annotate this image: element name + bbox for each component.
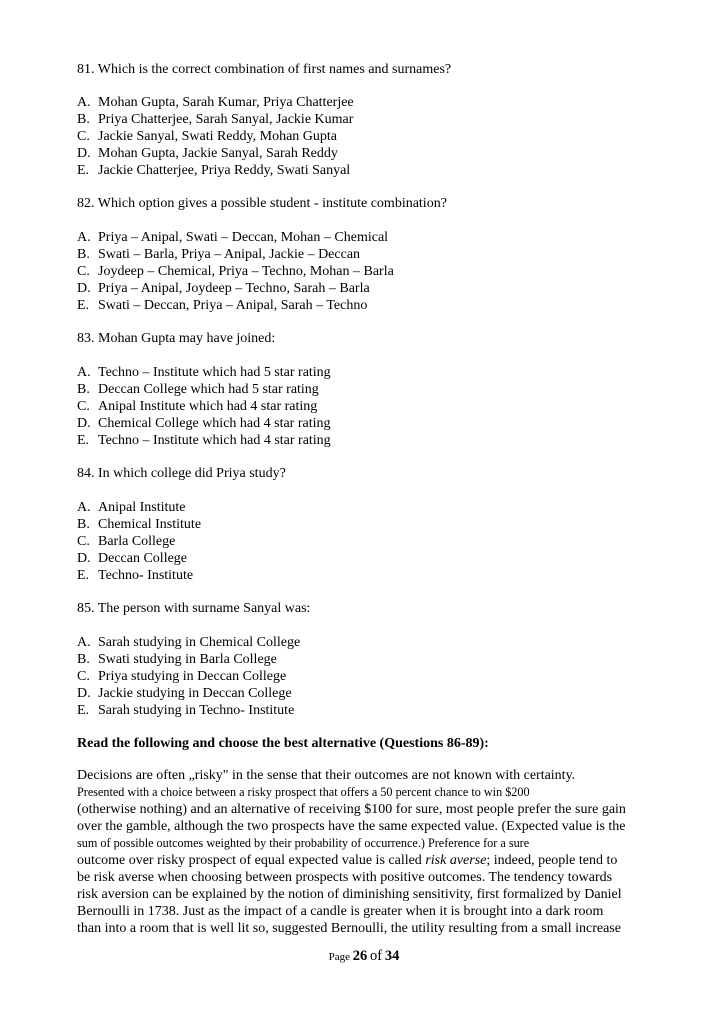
question-84-option-b: B. Chemical Institute: [77, 517, 202, 532]
question-85-option-c: C. Priya studying in Deccan College: [77, 669, 287, 684]
question-82-option-d: D. Priya – Anipal, Joydeep – Techno, Sarah – Barla: [77, 281, 370, 296]
question-85-option-d: D. Jackie studying in Deccan College: [77, 686, 292, 701]
question-83-option-a: A. Techno – Institute which had 5 star rating: [77, 365, 331, 380]
question-81-option-a: A. Mohan Gupta, Sarah Kumar, Priya Chatterjee: [77, 95, 354, 110]
passage-line-8: risk aversion can be explained by the notion of diminishing sensitivity, first formalized by Daniel: [77, 887, 622, 902]
page-of-label: of: [370, 948, 383, 964]
passage-line-1: Decisions are often „risky" in the sense that their outcomes are not known with certainty.: [77, 768, 576, 783]
passage-line-3: (otherwise nothing) and an alternative of receiving $100 for sure, most people prefer the sure gain: [77, 802, 626, 817]
page-total: 34: [384, 948, 400, 964]
page-number: 26: [352, 948, 368, 964]
question-83-option-e: E. Techno – Institute which had 4 star rating: [77, 433, 331, 448]
question-82-option-c: C. Joydeep – Chemical, Priya – Techno, Mohan – Barla: [77, 264, 394, 279]
risk-averse-term: risk averse: [425, 853, 487, 868]
question-83-option-c: C. Anipal Institute which had 4 star rating: [77, 399, 318, 414]
question-81-option-b: B. Priya Chatterjee, Sarah Sanyal, Jackie Kumar: [77, 112, 354, 127]
passage-heading: Read the following and choose the best alternative (Questions 86-89):: [77, 736, 489, 751]
question-82-prompt: 82. Which option gives a possible student - institute combination?: [77, 196, 447, 211]
page-label: Page: [328, 951, 351, 963]
question-84-prompt: 84. In which college did Priya study?: [77, 466, 286, 481]
question-84-option-d: D. Deccan College: [77, 551, 188, 566]
passage-line-4: over the gamble, although the two prospects have the same expected value. (Expected value is the: [77, 819, 626, 834]
passage-line-6: [77, 852, 657, 869]
question-85-prompt: 85. The person with surname Sanyal was:: [77, 601, 311, 616]
passage-line-7: be risk averse when choosing between prospects with positive outcomes. The tendency towards: [77, 870, 613, 885]
passage-line-10: than into a room that is well lit so, suggested Bernoulli, the utility resulting from a small increase: [77, 921, 621, 936]
question-85-option-a: A. Sarah studying in Chemical College: [77, 635, 301, 650]
passage-line-5: sum of possible outcomes weighted by their probability of occurrence.) Preference for a sure: [77, 836, 530, 850]
question-84-option-e: E. Techno- Institute: [77, 568, 194, 583]
question-82-option-a: A. Priya – Anipal, Swati – Deccan, Mohan – Chemical: [77, 230, 389, 245]
question-81-prompt: 81. Which is the correct combination of first names and surnames?: [77, 62, 452, 77]
passage-line-6-start: outcome over risky prospect of equal expected value is called: [77, 853, 426, 868]
question-84-option-c: C. Barla College: [77, 534, 176, 549]
question-82-option-e: E. Swati – Deccan, Priya – Anipal, Sarah – Techno: [77, 298, 368, 313]
question-83-option-b: B. Deccan College which had 5 star rating: [77, 382, 319, 397]
question-85-option-b: B. Swati studying in Barla College: [77, 652, 277, 667]
passage-line-9: Bernoulli in 1738. Just as the impact of a candle is greater when it is brought into a dark room: [77, 904, 604, 919]
question-84-option-a: A. Anipal Institute: [77, 500, 186, 515]
passage-line-6-end: ; indeed, people tend to: [486, 853, 618, 868]
question-85-option-e: E. Sarah studying in Techno- Institute: [77, 703, 295, 718]
question-83-option-d: D. Chemical College which had 4 star rating: [77, 416, 331, 431]
question-81-option-e: E. Jackie Chatterjee, Priya Reddy, Swati Sanyal: [77, 163, 351, 178]
question-82-option-b: B. Swati – Barla, Priya – Anipal, Jackie – Deccan: [77, 247, 361, 262]
question-83-prompt: 83. Mohan Gupta may have joined:: [77, 331, 276, 346]
passage-line-2: Presented with a choice between a risky prospect that offers a 50 percent chance to win $200: [77, 785, 530, 799]
question-81-option-c: C. Jackie Sanyal, Swati Reddy, Mohan Gupta: [77, 129, 337, 144]
passage-paragraph: [77, 767, 657, 937]
page-footer: [0, 948, 728, 965]
question-81-option-d: D. Mohan Gupta, Jackie Sanyal, Sarah Reddy: [77, 146, 338, 161]
